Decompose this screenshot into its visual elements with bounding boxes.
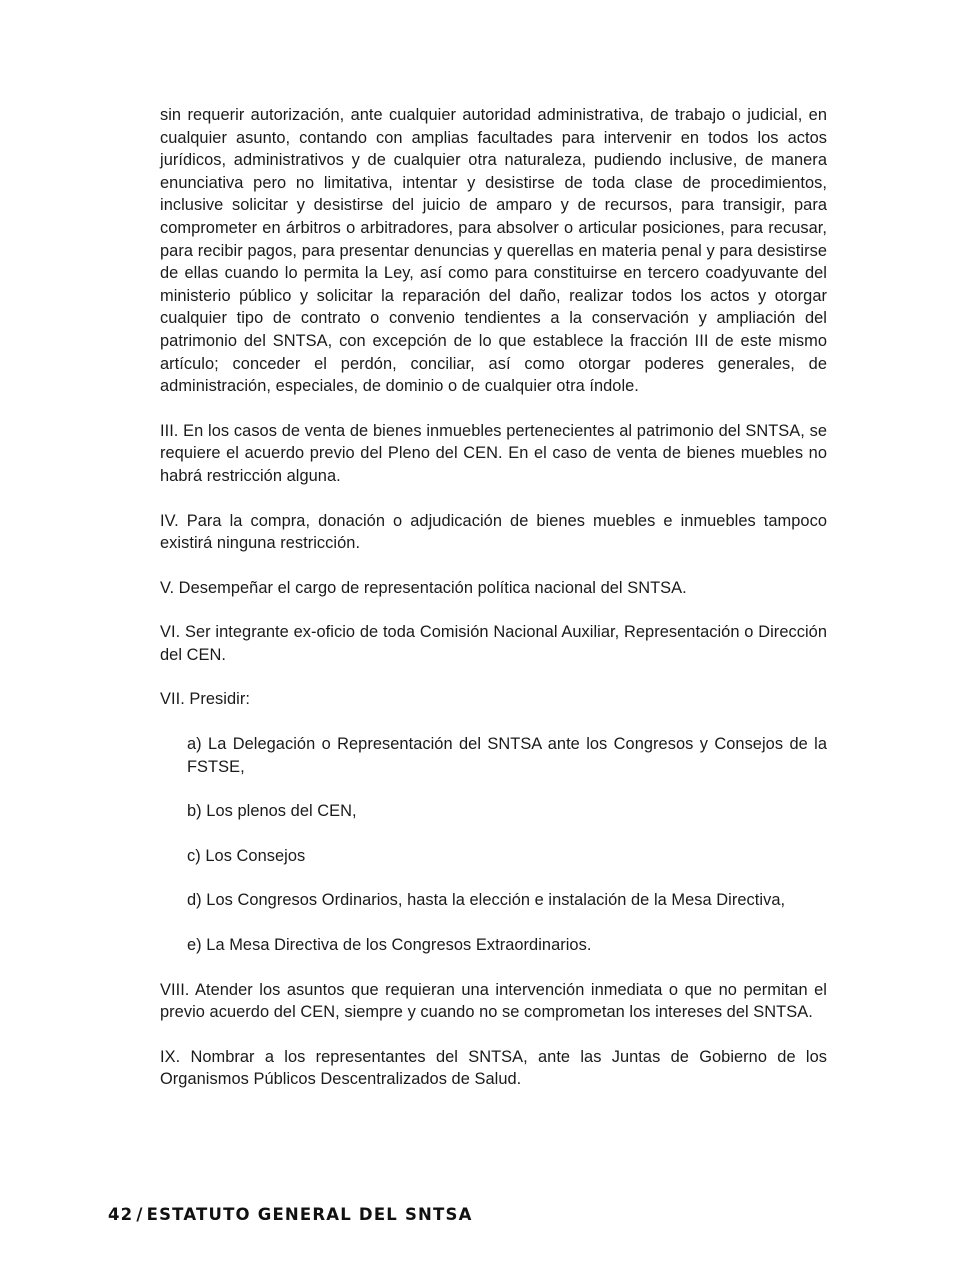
- footer-separator: /: [136, 1205, 144, 1224]
- list-item: d) Los Congresos Ordinarios, hasta la elección e instalación de la Mesa Directiva,: [187, 891, 786, 910]
- document-body: [160, 104, 827, 1113]
- paragraph-fraction-vi: VI. Ser integrante ex-oficio de toda Comisión Nacional Auxiliar, Representación o Dirección del CEN.: [160, 623, 827, 664]
- paragraph-fraction-iv: IV. Para la compra, donación o adjudicación de bienes muebles e inmuebles tampoco existirá ninguna restricción.: [160, 511, 827, 553]
- list-item: b) Los plenos del CEN,: [187, 802, 357, 821]
- paragraph-fraction-viii: VIII. Atender los asuntos que requieran una intervención inmediata o que no permitan el previo acuerdo del CEN, siempre y cuando no se comprometan los intereses del SNTSA.: [160, 980, 827, 1022]
- paragraph-powers: sin requerir autorización, ante cualquier autoridad administrativa, de trabajo o judicial, en cualquier asunto, contando con amplias facultades para intervenir en todos los actos jurídicos, administrativos y de cualquier otra naturaleza, pudiendo inclusive, de manera enunciativa pero no limitativa, intentar y desistirse de toda clase de procedimientos, inclusive solicitar y desistirse del juicio de amparo y de recursos, para transigir, para comprometer en árbitros o arbitradores, para absolver o articular posiciones, para recusar, para recibir pagos, para presentar denuncias y querellas en materia penal y para desistirse de ellas cuando lo permita la Ley, así como para constituirse en tercero coadyuvante del ministerio público y solicitar la reparación del daño, realizar todos los actos y otorgar cualquier tipo de contrato o convenio tendientes a la conservación y ampliación del patrimonio del SNTSA, con excepción de lo que establece la fracción III de este mismo artículo; conceder el perdón, conciliar, así como otorgar poderes generales, de administración, especiales, de dominio o de cualquier otra índole.: [160, 106, 827, 396]
- list-item: c) Los Consejos: [187, 846, 306, 865]
- page-number: 42: [108, 1205, 134, 1224]
- presidir-list: [160, 733, 827, 957]
- paragraph-fraction-vii: VII. Presidir:: [160, 690, 250, 709]
- page-footer: [108, 1205, 473, 1224]
- document-title: ESTATUTO GENERAL DEL SNTSA: [146, 1205, 473, 1224]
- list-item: a) La Delegación o Representación del SNTSA ante los Congresos y Consejos de la FSTSE,: [187, 735, 827, 776]
- list-item: e) La Mesa Directiva de los Congresos Extraordinarios.: [187, 936, 592, 955]
- paragraph-fraction-v: V. Desempeñar el cargo de representación política nacional del SNTSA.: [160, 578, 687, 597]
- paragraph-fraction-ix: IX. Nombrar a los representantes del SNTSA, ante las Juntas de Gobierno de los Organismos Públicos Descentralizados de Salud.: [160, 1047, 827, 1089]
- paragraph-fraction-iii: III. En los casos de venta de bienes inmuebles pertenecientes al patrimonio del SNTSA, se requiere el acuerdo previo del Pleno del CEN. En el caso de venta de bienes muebles no habrá restricción alguna.: [160, 421, 827, 485]
